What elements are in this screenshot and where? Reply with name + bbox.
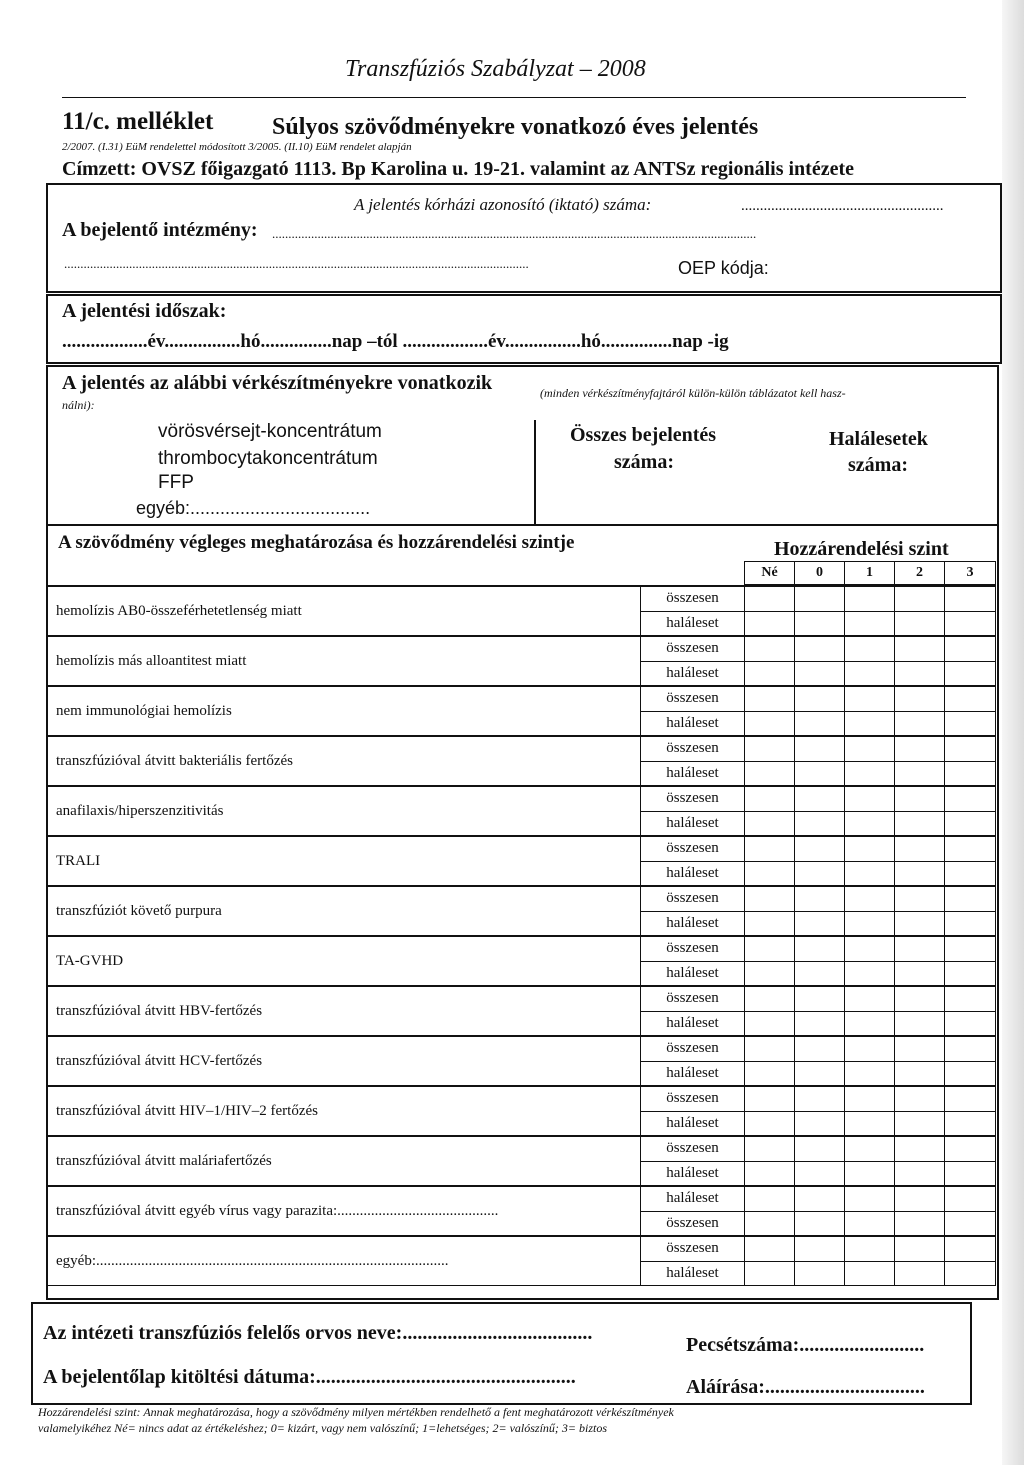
- level-cell[interactable]: [745, 1061, 795, 1086]
- level-cell[interactable]: [845, 1061, 895, 1086]
- table-row: [48, 1036, 996, 1061]
- period-field[interactable]: ..................év................hó...............nap –tól ..................év................hó...............nap -ig: [62, 331, 729, 352]
- institution-field[interactable]: .....................................................................................................................................................: [272, 226, 757, 241]
- level-cell[interactable]: [745, 861, 795, 886]
- level-cell[interactable]: [745, 1036, 795, 1061]
- level-cell[interactable]: [745, 1161, 795, 1186]
- level-cell[interactable]: [745, 661, 795, 686]
- level-cell[interactable]: [795, 1036, 845, 1061]
- table-row: [48, 986, 996, 1011]
- level-cell[interactable]: [845, 1111, 895, 1136]
- row-kind-label: összesen: [641, 586, 745, 611]
- level-cell[interactable]: [795, 1086, 845, 1111]
- level-cell[interactable]: [795, 961, 845, 986]
- level-cell[interactable]: [945, 1111, 996, 1136]
- level-cell[interactable]: [895, 1011, 945, 1036]
- report-id-field[interactable]: ......................................................: [741, 198, 944, 214]
- level-cell[interactable]: [745, 1261, 795, 1286]
- level-cell[interactable]: [945, 661, 996, 686]
- level-cell[interactable]: [745, 961, 795, 986]
- running-title: Transzfúziós Szabályzat – 2008: [345, 56, 646, 82]
- row-kind-label: összesen: [641, 736, 745, 761]
- product-item: FFP: [158, 472, 194, 493]
- level-header: [744, 561, 996, 585]
- complications-table: [47, 585, 996, 1286]
- level-cell[interactable]: [845, 1136, 895, 1161]
- row-kind-label: összesen: [641, 786, 745, 811]
- table-row: [48, 936, 996, 961]
- level-cell[interactable]: [795, 636, 845, 661]
- level-cell[interactable]: [895, 1086, 945, 1111]
- level-cell[interactable]: [895, 1186, 945, 1211]
- level-cell[interactable]: [845, 736, 895, 761]
- level-cell[interactable]: [845, 761, 895, 786]
- complication-name: TA-GVHD: [48, 936, 641, 986]
- complication-name: TRALI: [48, 836, 641, 886]
- row-kind-label: haláleset: [641, 661, 745, 686]
- level-cell[interactable]: [945, 1061, 996, 1086]
- level-cell[interactable]: [745, 686, 795, 711]
- level-cell[interactable]: [745, 711, 795, 736]
- annex-label: 11/c. melléklet: [62, 108, 214, 135]
- complication-name: transzfúzióval átvitt HBV-fertőzés: [48, 986, 641, 1036]
- complication-name: egyéb:..............................................................................................: [48, 1236, 641, 1286]
- footnote-cont: valamelyikéhez Né= nincs adat az értékeléshez; 0= kizárt, vagy nem valószínű; 1=lehetséges; 2= valószínű; 3= biztos: [38, 1421, 608, 1435]
- row-kind-label: összesen: [641, 886, 745, 911]
- level-cell[interactable]: [845, 1161, 895, 1186]
- level-cell[interactable]: [945, 736, 996, 761]
- level-cell[interactable]: [945, 1086, 996, 1111]
- level-cell[interactable]: [795, 661, 845, 686]
- level-cell[interactable]: [945, 961, 996, 986]
- level-cell[interactable]: [895, 1211, 945, 1236]
- row-kind-label: összesen: [641, 936, 745, 961]
- level-1: 1: [845, 562, 895, 585]
- level-cell[interactable]: [895, 711, 945, 736]
- level-cell[interactable]: [945, 761, 996, 786]
- row-kind-label: haláleset: [641, 811, 745, 836]
- level-cell[interactable]: [895, 1161, 945, 1186]
- level-cell[interactable]: [895, 1061, 945, 1086]
- level-cell[interactable]: [845, 1036, 895, 1061]
- level-cell[interactable]: [895, 1036, 945, 1061]
- level-cell[interactable]: [895, 1111, 945, 1136]
- header-rule: [62, 97, 966, 98]
- level-cell[interactable]: [745, 611, 795, 636]
- table-row: [48, 686, 996, 711]
- level-cell[interactable]: [745, 1136, 795, 1161]
- table-row: [48, 586, 996, 611]
- level-cell[interactable]: [945, 1136, 996, 1161]
- level-cell[interactable]: [895, 961, 945, 986]
- level-cell[interactable]: [795, 1061, 845, 1086]
- level-cell[interactable]: [845, 786, 895, 811]
- level-cell[interactable]: [945, 711, 996, 736]
- level-cell[interactable]: [895, 886, 945, 911]
- complication-name: transzfúzióval átvitt HIV–1/HIV–2 fertőzés: [48, 1086, 641, 1136]
- level-cell[interactable]: [945, 686, 996, 711]
- level-cell[interactable]: [845, 986, 895, 1011]
- stamp-number-field[interactable]: Pecsétszáma:.........................: [686, 1334, 925, 1356]
- level-cell[interactable]: [795, 761, 845, 786]
- complication-name: hemolízis más alloantitest miatt: [48, 636, 641, 686]
- level-cell[interactable]: [845, 1186, 895, 1211]
- level-cell[interactable]: [845, 711, 895, 736]
- product-item: thrombocytakoncentrátum: [158, 448, 378, 469]
- row-kind-label: összesen: [641, 636, 745, 661]
- level-cell[interactable]: [895, 811, 945, 836]
- level-cell[interactable]: [945, 1236, 996, 1261]
- row-kind-label: összesen: [641, 1036, 745, 1061]
- complication-name: hemolízis AB0-összeférhetetlenség miatt: [48, 586, 641, 636]
- level-cell[interactable]: [895, 661, 945, 686]
- level-cell[interactable]: [745, 811, 795, 836]
- products-intro: A jelentés az alábbi vérkészítményekre vonatkozik: [62, 372, 493, 394]
- row-kind-label: haláleset: [641, 1161, 745, 1186]
- level-cell[interactable]: [795, 811, 845, 836]
- level-cell[interactable]: [895, 686, 945, 711]
- level-cell[interactable]: [845, 636, 895, 661]
- level-cell[interactable]: [895, 611, 945, 636]
- level-cell[interactable]: [795, 1186, 845, 1211]
- level-cell[interactable]: [945, 611, 996, 636]
- level-cell[interactable]: [945, 586, 996, 611]
- level-cell[interactable]: [845, 886, 895, 911]
- row-kind-label: összesen: [641, 836, 745, 861]
- level-cell[interactable]: [845, 961, 895, 986]
- row-kind-label: haláleset: [641, 861, 745, 886]
- level-cell[interactable]: [845, 836, 895, 861]
- complication-name: transzfúzióval átvitt maláriafertőzés: [48, 1136, 641, 1186]
- signature-field[interactable]: Aláírása:................................: [686, 1376, 925, 1398]
- row-kind-label: haláleset: [641, 961, 745, 986]
- level-cell[interactable]: [895, 861, 945, 886]
- row-kind-label: haláleset: [641, 1186, 745, 1211]
- level-cell[interactable]: [945, 811, 996, 836]
- level-cell[interactable]: [745, 1086, 795, 1111]
- row-kind-label: haláleset: [641, 1061, 745, 1086]
- row-kind-label: haláleset: [641, 1111, 745, 1136]
- level-cell[interactable]: [945, 861, 996, 886]
- row-kind-label: haláleset: [641, 1261, 745, 1286]
- level-cell[interactable]: [795, 611, 845, 636]
- level-cell[interactable]: [895, 936, 945, 961]
- scan-edge: [1002, 0, 1024, 1465]
- level-cell[interactable]: [745, 836, 795, 861]
- level-cell[interactable]: [745, 1236, 795, 1261]
- level-cell[interactable]: [795, 786, 845, 811]
- level-cell[interactable]: [795, 1161, 845, 1186]
- level-cell[interactable]: [795, 1136, 845, 1161]
- level-cell[interactable]: [845, 586, 895, 611]
- level-2: 2: [895, 562, 945, 585]
- table-row: [48, 836, 996, 861]
- level-cell[interactable]: [745, 886, 795, 911]
- deaths-label-cont: száma:: [848, 454, 908, 476]
- level-cell[interactable]: [745, 586, 795, 611]
- row-kind-label: összesen: [641, 986, 745, 1011]
- level-cell[interactable]: [845, 1236, 895, 1261]
- level-cell[interactable]: [795, 586, 845, 611]
- level-cell[interactable]: [795, 686, 845, 711]
- row-kind-label: összesen: [641, 686, 745, 711]
- level-cell[interactable]: [845, 936, 895, 961]
- level-heading: Hozzárendelési szint: [774, 538, 949, 560]
- level-cell[interactable]: [795, 1011, 845, 1036]
- level-cell[interactable]: [895, 636, 945, 661]
- row-kind-label: haláleset: [641, 1011, 745, 1036]
- page-title: Súlyos szövődményekre vonatkozó éves jelentés: [272, 114, 759, 140]
- level-cell[interactable]: [795, 1111, 845, 1136]
- level-cell[interactable]: [895, 761, 945, 786]
- products-note-cont: nálni):: [62, 398, 95, 412]
- institution-field-line2[interactable]: ...............................................................................................................................................: [64, 256, 529, 271]
- row-kind-label: összesen: [641, 1136, 745, 1161]
- level-cell[interactable]: [795, 986, 845, 1011]
- level-cell[interactable]: [945, 1011, 996, 1036]
- table-row: [48, 736, 996, 761]
- level-cell[interactable]: [795, 736, 845, 761]
- complication-name: anafilaxis/hiperszenzitivitás: [48, 786, 641, 836]
- level-ne: Né: [745, 562, 795, 585]
- oep-code-label: OEP kódja:: [678, 258, 769, 278]
- level-cell[interactable]: [895, 911, 945, 936]
- institution-label: A bejelentő intézmény:: [62, 219, 258, 241]
- level-cell[interactable]: [895, 736, 945, 761]
- total-reports-label-cont: száma:: [614, 451, 674, 473]
- deaths-label: Halálesetek: [829, 428, 928, 450]
- level-cell[interactable]: [745, 636, 795, 661]
- level-cell[interactable]: [845, 686, 895, 711]
- level-cell[interactable]: [845, 861, 895, 886]
- table-row: [48, 1086, 996, 1111]
- product-item: vörösvérsejt-koncentrátum: [158, 421, 382, 442]
- level-cell[interactable]: [745, 1111, 795, 1136]
- level-cell[interactable]: [945, 1161, 996, 1186]
- table-row: [48, 636, 996, 661]
- report-id-label: A jelentés kórházi azonosító (iktató) száma:: [354, 195, 652, 214]
- level-cell[interactable]: [945, 836, 996, 861]
- level-cell[interactable]: [945, 986, 996, 1011]
- complications-heading: A szövődmény végleges meghatározása és hozzárendelési szintje: [58, 532, 575, 553]
- level-cell[interactable]: [945, 911, 996, 936]
- level-3: 3: [945, 562, 996, 585]
- level-cell[interactable]: [945, 1186, 996, 1211]
- level-cell[interactable]: [795, 886, 845, 911]
- level-cell[interactable]: [845, 661, 895, 686]
- level-cell[interactable]: [795, 911, 845, 936]
- level-cell[interactable]: [845, 1011, 895, 1036]
- level-cell[interactable]: [795, 1261, 845, 1286]
- fill-date-field[interactable]: A bejelentőlap kitöltési dátuma:....................................................: [43, 1366, 576, 1388]
- row-kind-label: haláleset: [641, 761, 745, 786]
- level-cell[interactable]: [745, 786, 795, 811]
- level-cell[interactable]: [795, 861, 845, 886]
- level-cell[interactable]: [745, 936, 795, 961]
- level-cell[interactable]: [845, 911, 895, 936]
- level-cell[interactable]: [845, 611, 895, 636]
- period-label: A jelentési időszak:: [62, 300, 227, 322]
- complication-name: nem immunológiai hemolízis: [48, 686, 641, 736]
- level-cell[interactable]: [945, 1211, 996, 1236]
- table-row: [48, 786, 996, 811]
- complication-name: transzfúzióval átvitt bakteriális fertőzés: [48, 736, 641, 786]
- doctor-name-field[interactable]: Az intézeti transzfúziós felelős orvos neve:......................................: [43, 1322, 593, 1344]
- level-cell[interactable]: [795, 1211, 845, 1236]
- row-kind-label: haláleset: [641, 711, 745, 736]
- products-note: (minden vérkészítményfajtáról külön-külön táblázatot kell hasz-: [540, 386, 846, 400]
- total-reports-label: Összes bejelentés: [570, 424, 717, 446]
- products-bottom-rule: [47, 524, 997, 526]
- level-cell[interactable]: [895, 986, 945, 1011]
- level-cell[interactable]: [945, 786, 996, 811]
- level-cell[interactable]: [945, 1036, 996, 1061]
- table-row: [48, 886, 996, 911]
- level-cell[interactable]: [745, 1011, 795, 1036]
- footnote: Hozzárendelési szint: Annak meghatározása, hogy a szövődmény milyen mértékben rendelhető a fent meghatározott vérkészítmények: [38, 1405, 674, 1419]
- level-cell[interactable]: [895, 586, 945, 611]
- products-divider: [534, 420, 536, 526]
- row-kind-label: összesen: [641, 1211, 745, 1236]
- level-cell[interactable]: [845, 1261, 895, 1286]
- level-cell[interactable]: [845, 1211, 895, 1236]
- row-kind-label: összesen: [641, 1236, 745, 1261]
- row-kind-label: összesen: [641, 1086, 745, 1111]
- level-cell[interactable]: [895, 786, 945, 811]
- level-cell[interactable]: [945, 936, 996, 961]
- level-cell[interactable]: [895, 1136, 945, 1161]
- level-cell[interactable]: [845, 1086, 895, 1111]
- level-cell[interactable]: [945, 636, 996, 661]
- addressee: Címzett: OVSZ főigazgató 1113. Bp Karolina u. 19-21. valamint az ANTSz regionális intézete: [62, 158, 854, 180]
- level-cell[interactable]: [945, 1261, 996, 1286]
- complication-name: transzfúzióval átvitt HCV-fertőzés: [48, 1036, 641, 1086]
- level-cell[interactable]: [745, 911, 795, 936]
- table-row: [48, 1186, 996, 1211]
- row-kind-label: haláleset: [641, 911, 745, 936]
- legal-reference: 2/2007. (I.31) EüM rendelettel módosított 3/2005. (II.10) EüM rendelet alapján: [62, 141, 412, 153]
- level-cell[interactable]: [745, 986, 795, 1011]
- level-cell[interactable]: [795, 936, 845, 961]
- level-cell[interactable]: [745, 736, 795, 761]
- level-cell[interactable]: [895, 1261, 945, 1286]
- level-cell[interactable]: [745, 761, 795, 786]
- level-cell[interactable]: [795, 711, 845, 736]
- product-other-field[interactable]: egyéb:....................................: [136, 498, 371, 518]
- level-cell[interactable]: [895, 836, 945, 861]
- level-cell[interactable]: [745, 1186, 795, 1211]
- level-cell[interactable]: [945, 886, 996, 911]
- table-row: [48, 1136, 996, 1161]
- table-row: [48, 1236, 996, 1261]
- complication-name: transzfúziót követő purpura: [48, 886, 641, 936]
- level-cell[interactable]: [795, 836, 845, 861]
- level-cell[interactable]: [795, 1236, 845, 1261]
- level-0: 0: [795, 562, 845, 585]
- level-cell[interactable]: [895, 1236, 945, 1261]
- level-cell[interactable]: [745, 1211, 795, 1236]
- level-cell[interactable]: [845, 811, 895, 836]
- complication-name: transzfúzióval átvitt egyéb vírus vagy parazita:...........................................: [48, 1186, 641, 1236]
- row-kind-label: haláleset: [641, 611, 745, 636]
